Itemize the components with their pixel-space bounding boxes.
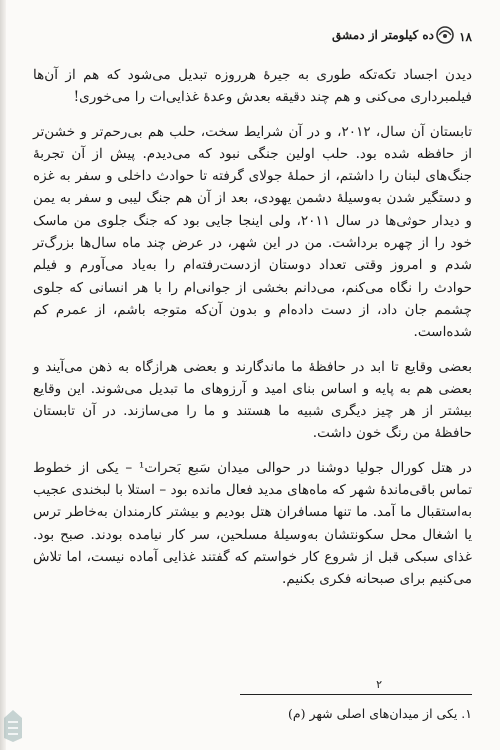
running-title: ده کیلومتر از دمشق [332, 28, 434, 42]
footnote-divider [240, 694, 472, 695]
divider-mark: ٢ [376, 678, 382, 691]
page-number: ۱۸ [459, 30, 472, 44]
paragraph-1: دیدن اجساد تکه‌تکه طوری به جیرهٔ هرروزه تبدیل می‌شود که هم از آن‌ها فیلمبرداری می‌کنی و هم چند دقیقه بعدش وعدهٔ غذایی‌ات را می‌خوری! [33, 67, 472, 106]
watermark-logo-icon [2, 708, 24, 744]
paragraph-2: تابستان آن سال، ۲۰۱۲، و در آن شرایط سخت، حلب هم بی‌رحم‌تر و خشن‌تر از حافظه شده بود. حلب اولین جنگی نبود که می‌دیدم. پیش از آن تجربهٔ جنگ‌های لبنان را داشتم، از حملهٔ جولای گرفته تا حوادث داخلی و سفر به غزه و دستگیر شدن به‌وسیلهٔ دشمن یهودی، بعد از آن هم جنگ لیبی و سفر به یمن و دیدار حوثی‌ها در سال ۲۰۱۱، ولی اینجا جایی بود که جنگ جلوی من ماسک خود را از چهره برداشت. من در این شهر، در عرض چند ماه سال‌ها بزرگ‌تر شدم و امروز وقتی تعداد دوستان ازدست‌رفته‌ام را به‌یاد می‌آورم و فیلم حوادث را نگاه می‌کنم، می‌دانم بخشی از جوانی‌ام را با هر انسانی که جلوی چشمم جان داد، از دست داده‌ام و بدون آن‌که متوجه باشم، از عمرم کم شده‌است. [33, 123, 472, 341]
page-header [30, 14, 472, 54]
scan-edge [0, 0, 6, 750]
paragraph-4: در هتل کورال جولیا دوشنا در حوالی میدان سَبع بَحرات¹ – یکی از خطوط تماس باقی‌ماندهٔ شهر که ماه‌های مدید فعال مانده بود – استلا با لبخندی عجیب به‌استقبال ما آمد. ما تنها مسافران هتل بودیم و بیشتر کارمندان به‌خاطر ترس یا اشغال محل سکونتشان به‌وسیلهٔ مسلحین، سر کار نیامده بودند. صبح بود. غذای سبکی قبل از شروع کار خواستم که گفتند غذایی آماده نیست، اما تلاش می‌کنیم برای صبحانه فکری بکنیم. [33, 459, 472, 588]
body-text [33, 64, 472, 603]
footnote: ۱. یکی از میدان‌های اصلی شهر (م) [288, 706, 472, 721]
paragraph-3: بعضی وقایع تا ابد در حافظهٔ ما ماندگارند و بعضی هرازگاه به ذهن می‌آیند و بعضی هم به پایه و اساس بنای امید و آرزوهای ما تبدیل می‌شوند. این وقایع بیشتر از هر چیز دیگری شبیه ما هستند و ما را می‌سازند. در آن تابستان حافظهٔ من رنگ خون داشت. [33, 358, 472, 442]
publisher-logo-icon [434, 24, 456, 46]
